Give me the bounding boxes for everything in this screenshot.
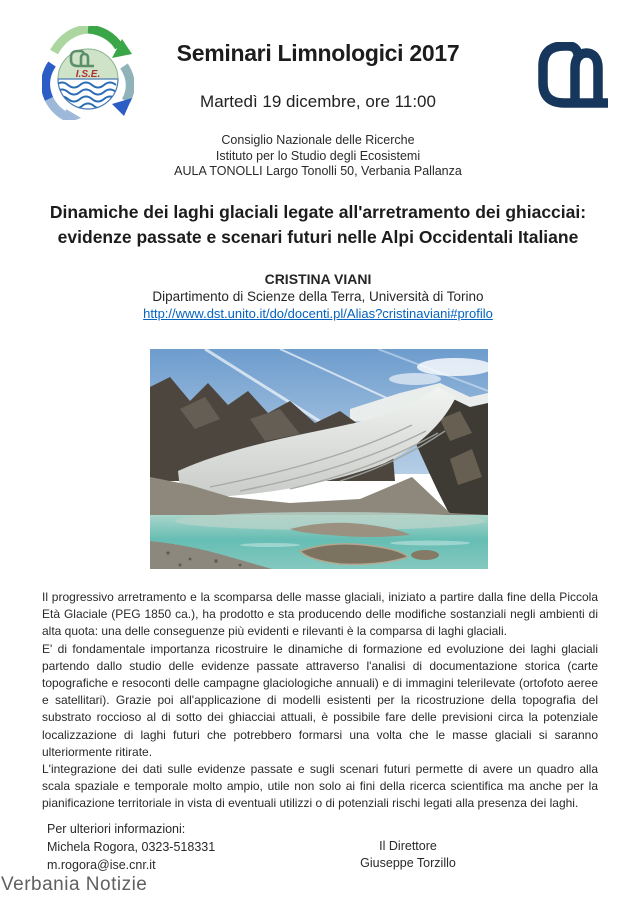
glacier-lake-photo bbox=[150, 349, 488, 569]
photo-island-small bbox=[411, 550, 439, 560]
verbania-notizie-watermark: Verbania Notizie bbox=[1, 874, 148, 895]
abstract-paragraph: L'integrazione dei dati sulle evidenze passate e sugli scenari futuri permette di avere un quadro alla scala spaziale e temporale molto ampio, utile non solo ai fini della ricerca scientifica ma anche per la pianificazione territoriale in vista di eventuali utilizzi o di potenziali rischi legati alla presenza dei laghi. bbox=[42, 762, 598, 811]
abstract-text bbox=[42, 589, 598, 813]
speaker-profile-link[interactable]: http://www.dst.unito.it/do/docenti.pl/Alias?cristinaviani#profilo bbox=[143, 306, 493, 321]
contact-name-phone: Michela Rogora, 0323-518331 bbox=[47, 840, 216, 854]
director-block bbox=[328, 838, 488, 872]
contact-heading: Per ulteriori informazioni: bbox=[47, 822, 186, 836]
glacier-lake-photo-graphic bbox=[150, 349, 488, 569]
seminar-title-line: Dinamiche dei laghi glaciali legate all'arretramento dei ghiacciai: bbox=[49, 202, 587, 222]
speaker-name: CRISTINA VIANI bbox=[264, 271, 372, 287]
ise-logo-label: I.S.E. bbox=[75, 69, 101, 80]
page-title: Seminari Limnologici 2017 bbox=[176, 40, 460, 66]
org-line: Consiglio Nazionale delle Ricerche bbox=[221, 133, 415, 147]
organization-block bbox=[0, 133, 636, 180]
photo-cloud bbox=[389, 373, 441, 385]
speaker-affiliation: Dipartimento di Scienze della Terra, Università di Torino bbox=[152, 289, 484, 304]
org-line: AULA TONOLLI Largo Tonolli 50, Verbania Pallanza bbox=[174, 164, 462, 178]
director-name: Giuseppe Torzillo bbox=[360, 856, 456, 870]
abstract-paragraph: Il progressivo arretramento e la scomparsa delle masse glaciali, iniziato a partire dalla fine della Piccola Età Glaciale (PEG 1850 ca.), ha prodotto e sta producendo delle modifiche sostanziali negli ambienti di alta quota: una delle conseguenze più evidenti e rilevanti è la comparsa di laghi glaciali. bbox=[42, 590, 598, 639]
contact-email: m.rogora@ise.cnr.it bbox=[47, 858, 156, 872]
seminar-title bbox=[0, 200, 636, 250]
abstract-paragraph: E' di fondamentale importanza ricostruire le dinamiche di formazione ed evoluzione dei laghi glaciali partendo dallo studio delle evidenze passate attraverso l'analisi di documentazione storica (carte topografiche e resoconti delle campagne glaciologiche annuali) e di immagini telerilevate (ortofoto aeree e satellitari). Grazie poi all'applicazione di modelli esistenti per la ricostruzione della topografia del substrato roccioso al di sotto dei ghiacciai attuali, è possibile fare delle previsioni circa la potenziale localizzazione di laghi futuri che potrebbero formarsi una volta che le masse glaciali si saranno ulteriormente ritirate. bbox=[42, 641, 598, 759]
org-line: Istituto per lo Studio degli Ecosistemi bbox=[215, 148, 421, 163]
contact-block bbox=[47, 820, 215, 874]
seminar-title-line: evidenze passate e scenari futuri nelle Alpi Occidentali Italiane bbox=[57, 227, 579, 247]
speaker-block bbox=[0, 270, 636, 323]
director-title: Il Direttore bbox=[379, 839, 437, 853]
seminar-date: Martedì 19 dicembre, ore 11:00 bbox=[200, 92, 436, 111]
